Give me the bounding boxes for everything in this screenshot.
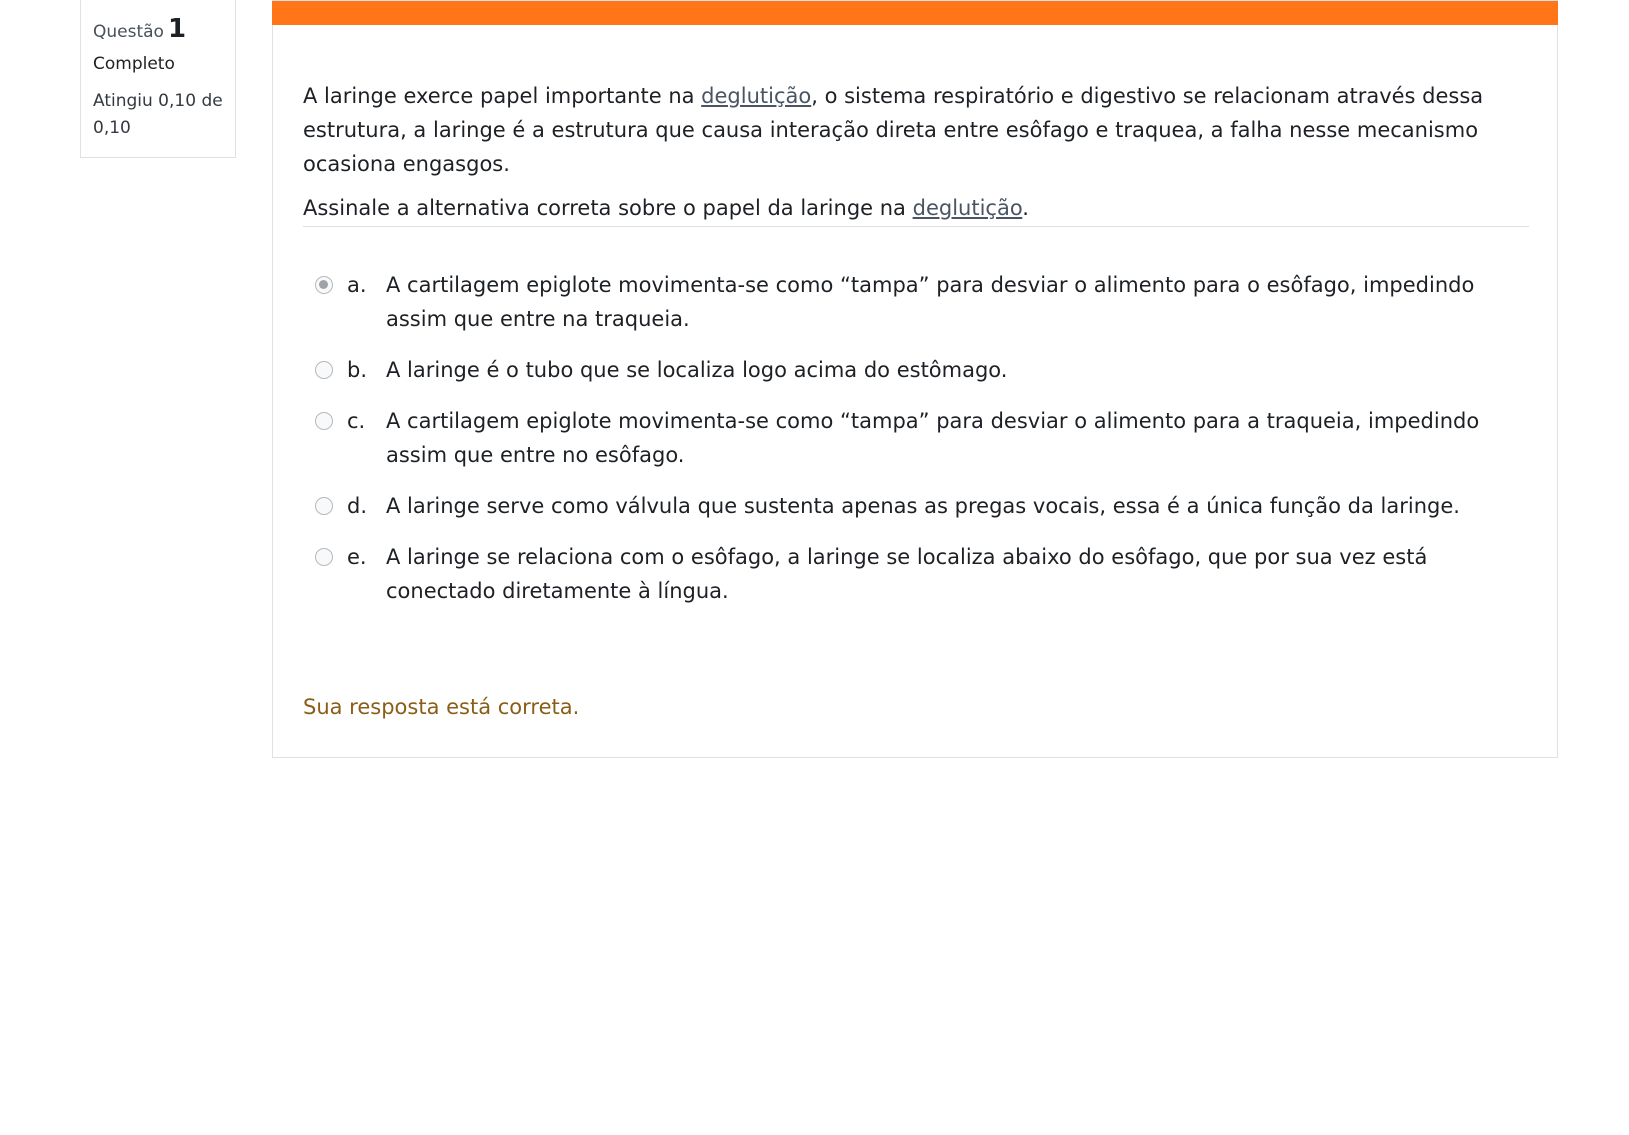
radio-e[interactable]	[315, 548, 333, 566]
question-number-row	[93, 14, 223, 44]
answer-text[interactable]: A laringe é o tubo que se localiza logo acima do estômago.	[386, 358, 1008, 382]
question-label: Questão	[93, 22, 164, 42]
radio-d[interactable]	[315, 497, 333, 515]
answer-option-c[interactable]	[315, 404, 1533, 472]
answer-letter: e.	[347, 545, 367, 569]
radio-a[interactable]	[315, 276, 333, 294]
answer-text[interactable]: A cartilagem epiglote movimenta-se como “tampa” para desviar o alimento para o esôfago, impedindo assim que entre na traqueia.	[386, 273, 1475, 331]
answer-text[interactable]: A cartilagem epiglote movimenta-se como “tampa” para desviar o alimento para a traqueia, impedindo assim que entre no esôfago.	[386, 409, 1480, 467]
question-state: Completo	[93, 54, 175, 74]
question-content-card	[272, 0, 1558, 758]
radio-b[interactable]	[315, 361, 333, 379]
answer-letter: b.	[347, 358, 368, 382]
answer-option-a[interactable]	[315, 268, 1533, 336]
question-info-panel	[80, 0, 236, 158]
answer-letter: d.	[347, 494, 368, 518]
glossary-link-deglutition[interactable]: deglutição	[701, 84, 812, 108]
answer-letter: c.	[347, 409, 366, 433]
answer-option-b[interactable]	[315, 353, 1533, 387]
question-number: 1	[167, 14, 187, 44]
answer-list	[315, 268, 1533, 625]
answer-option-e[interactable]	[315, 540, 1533, 608]
answer-option-d[interactable]	[315, 489, 1533, 523]
glossary-link-deglutition-2[interactable]: deglutição	[912, 196, 1023, 220]
question-paragraph-1: A laringe exerce papel importante na deglutição, o sistema respiratório e digestivo se relacionam através dessa estrutura, a laringe é a estrutura que causa interação direta entre esôfago e traquea, a falha nesse mecanismo ocasiona engasgos.	[303, 84, 1484, 176]
question-grade: Atingiu 0,10 de 0,10	[93, 91, 223, 138]
question-divider	[303, 226, 1529, 227]
answer-letter: a.	[347, 273, 367, 297]
answer-text[interactable]: A laringe serve como válvula que sustenta apenas as pregas vocais, essa é a única função da laringe.	[386, 494, 1460, 518]
question-header-bar	[272, 1, 1558, 25]
question-paragraph-2: Assinale a alternativa correta sobre o papel da laringe na deglutição.	[303, 196, 1029, 220]
answer-text[interactable]: A laringe se relaciona com o esôfago, a laringe se localiza abaixo do esôfago, que por sua vez está conectado diretamente à língua.	[386, 545, 1428, 603]
radio-c[interactable]	[315, 412, 333, 430]
feedback-text: Sua resposta está correta.	[303, 695, 580, 719]
question-text	[303, 79, 1533, 235]
